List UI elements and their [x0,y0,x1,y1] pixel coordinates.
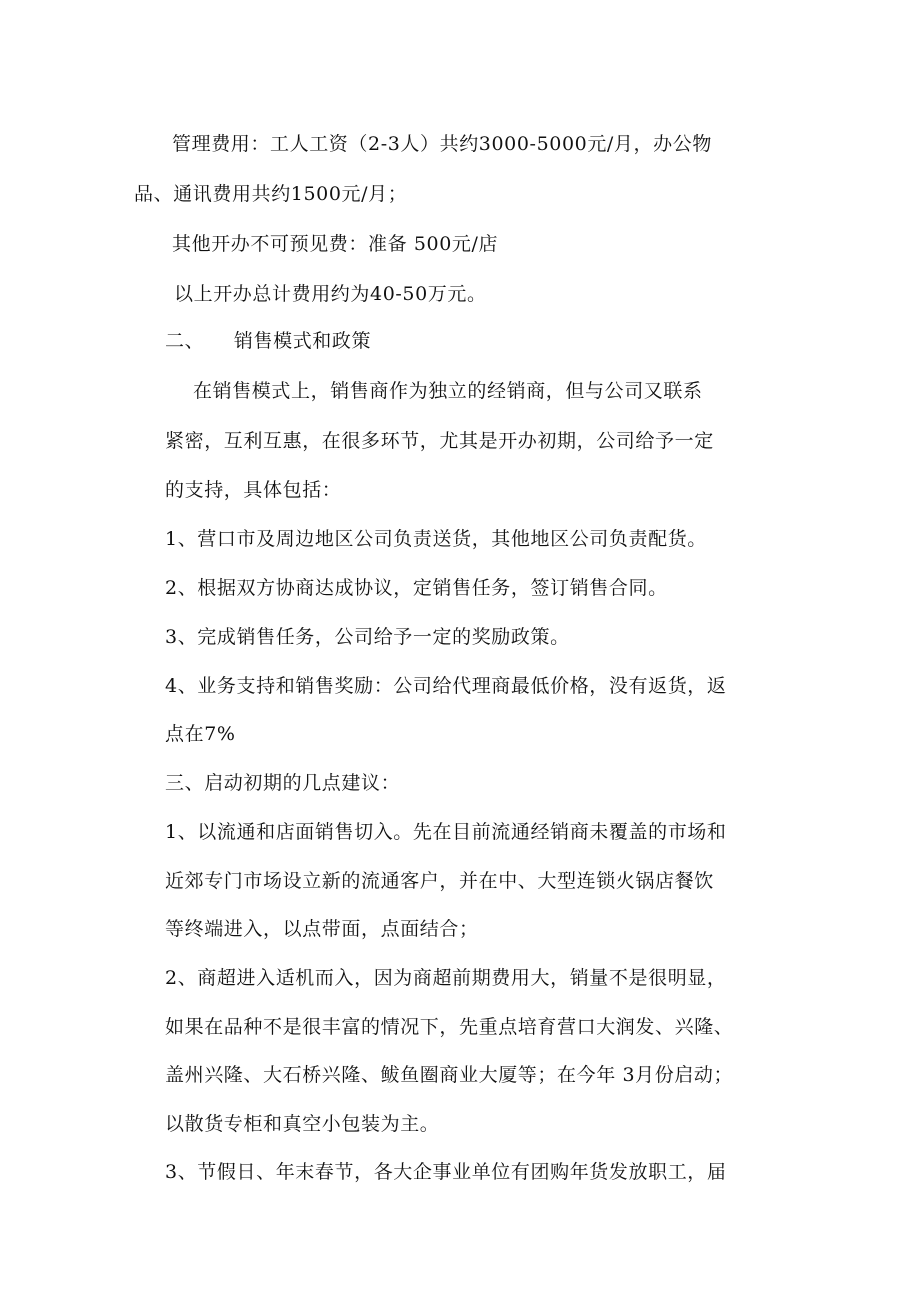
paragraph-line-management-cost: 管理费用：工人工资（2-3人）共约3000-5000元/月，办公物 [172,133,712,155]
paragraph-line-communication-cost: 品、通讯费用共约1500元/月； [134,183,408,205]
section-heading-suggestions: 三、启动初期的几点建议： [165,772,401,794]
list-item-business-support: 4、业务支持和销售奖励：公司给代理商最低价格，没有返货，返 [165,675,727,697]
list-item-supermarket-4: 以散货专柜和真空小包装为主。 [165,1113,440,1135]
list-item-circulation-1: 1、以流通和店面销售切入。先在目前流通经销商未覆盖的市场和 [165,821,727,843]
list-item-circulation-2: 近郊专门市场设立新的流通客户，并在中、大型连锁火锅店餐饮 [165,870,714,892]
list-item-supermarket-3: 盖州兴隆、大石桥兴隆、鲅鱼圈商业大厦等；在今年 3月份启动； [165,1064,734,1086]
list-item-agreement: 2、根据双方协商达成协议，定销售任务，签订销售合同。 [165,577,668,599]
section-heading-sales-model: 二、 销售模式和政策 [165,330,372,352]
list-item-supermarket-2: 如果在品种不是很丰富的情况下，先重点培育营口大润发、兴隆、 [165,1016,734,1038]
list-item-supermarket-1: 2、商超进入适机而入，因为商超前期费用大，销量不是很明显， [165,967,727,989]
list-item-delivery: 1、营口市及周边地区公司负责送货，其他地区公司负责配货。 [165,528,707,550]
paragraph-line-unforeseen-cost: 其他开办不可预见费：准备 500元/店 [172,233,499,255]
paragraph-line-total-cost: 以上开办总计费用约为40-50万元。 [174,283,487,305]
list-item-business-support-cont: 点在7% [165,723,236,745]
list-item-reward: 3、完成销售任务，公司给予一定的奖励政策。 [165,626,570,648]
paragraph-line-sales-model-3: 的支持，具体包括： [165,479,342,501]
list-item-circulation-3: 等终端进入，以点带面，点面结合； [165,918,479,940]
list-item-holiday: 3、节假日、年末春节，各大企事业单位有团购年货发放职工，届 [165,1161,727,1183]
paragraph-line-sales-model-2: 紧密，互利互惠，在很多环节，尤其是开办初期，公司给予一定 [165,430,714,452]
paragraph-line-sales-model-1: 在销售模式上，销售商作为独立的经销商，但与公司又联系 [193,380,703,402]
